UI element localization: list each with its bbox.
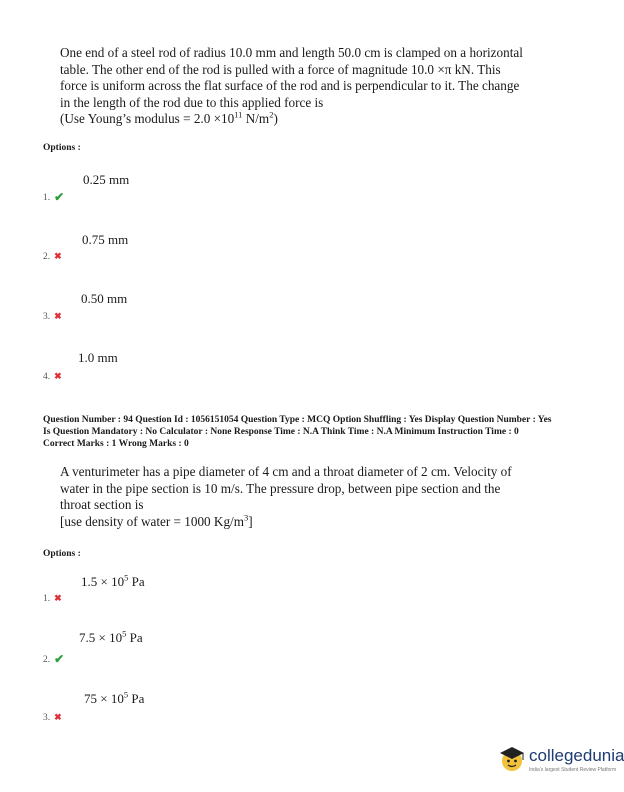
cross-icon: ✖: [54, 251, 62, 261]
option-number: 1. ✖: [43, 593, 62, 604]
option-number: 2. ✖: [43, 251, 62, 262]
option-value[interactable]: 0.25 mm: [83, 172, 130, 187]
option-value[interactable]: 0.50 mm: [81, 291, 128, 306]
cross-icon: ✖: [54, 311, 62, 321]
option-value[interactable]: 1.0 mm: [78, 350, 118, 365]
options-label: Options :: [43, 143, 81, 153]
check-icon: ✔: [54, 652, 65, 666]
question-2-line: water in the pipe section is 10 m/s. The pressure drop, between pipe section and the: [60, 480, 501, 496]
question-1-text: [60, 45, 540, 128]
cross-icon: ✖: [54, 712, 62, 722]
question-1-line: One end of a steel rod of radius 10.0 mm and length 50.0 cm is clamped on a horizontal: [60, 45, 523, 60]
question-1-line: table. The other end of the rod is pulled with a force of magnitude 10.0 ×π kN. This: [60, 61, 501, 77]
question-1-line: force is uniform across the flat surface of the rod and is perpendicular to it. The change: [60, 78, 520, 93]
option-number: 4. ✖: [43, 371, 62, 382]
youngs-modulus-note: (Use Young’s modulus = $2.0 \times 10^{11}$ $N/m^2$): [60, 109, 278, 126]
options-label: Options :: [43, 549, 81, 559]
question-2-line: throat section is: [60, 497, 144, 512]
cross-icon: ✖: [54, 371, 62, 381]
option-value[interactable]: $75 \times 10^5$ Pa: [84, 689, 145, 706]
option-number: 3. ✖: [43, 712, 62, 723]
question-2-metadata: [43, 414, 583, 450]
logo-tagline: India's largest Student Review Platform: [529, 766, 617, 773]
metadata-line: Is Question Mandatory : No Calculator : None Response Time : N.A Think Time : N.A Minimum Instruction Time : 0: [43, 427, 519, 437]
option-number: 2. ✔: [43, 652, 65, 666]
question-1-line: in the length of the rod due to this applied force is: [60, 94, 324, 110]
option-value[interactable]: 0.75 mm: [82, 232, 129, 247]
check-icon: ✔: [54, 190, 65, 204]
cross-icon: ✖: [54, 593, 62, 603]
option-number: 1. ✔: [43, 190, 65, 204]
option-value[interactable]: $1.5 \times 10^5$ Pa: [81, 572, 145, 589]
question-2-text: [60, 464, 540, 530]
option-number: 3. ✖: [43, 311, 62, 322]
density-note: [use density of water = 1000 $Kg/m^3$]: [60, 512, 253, 529]
metadata-line: Question Number : 94 Question Id : 1056151054 Question Type : MCQ Option Shuffling : Yes Display Question Number : Yes: [43, 415, 552, 425]
option-value[interactable]: $7.5 \times 10^5$ Pa: [79, 628, 143, 645]
collegedunia-logo: [497, 744, 624, 774]
logo-name: collegedunia: [529, 745, 624, 765]
metadata-line: Correct Marks : 1 Wrong Marks : 0: [43, 439, 189, 449]
graduate-mascot-icon: [497, 744, 527, 774]
question-2-line: A venturimeter has a pipe diameter of 4 cm and a throat diameter of 2 cm. Velocity of: [60, 464, 512, 479]
